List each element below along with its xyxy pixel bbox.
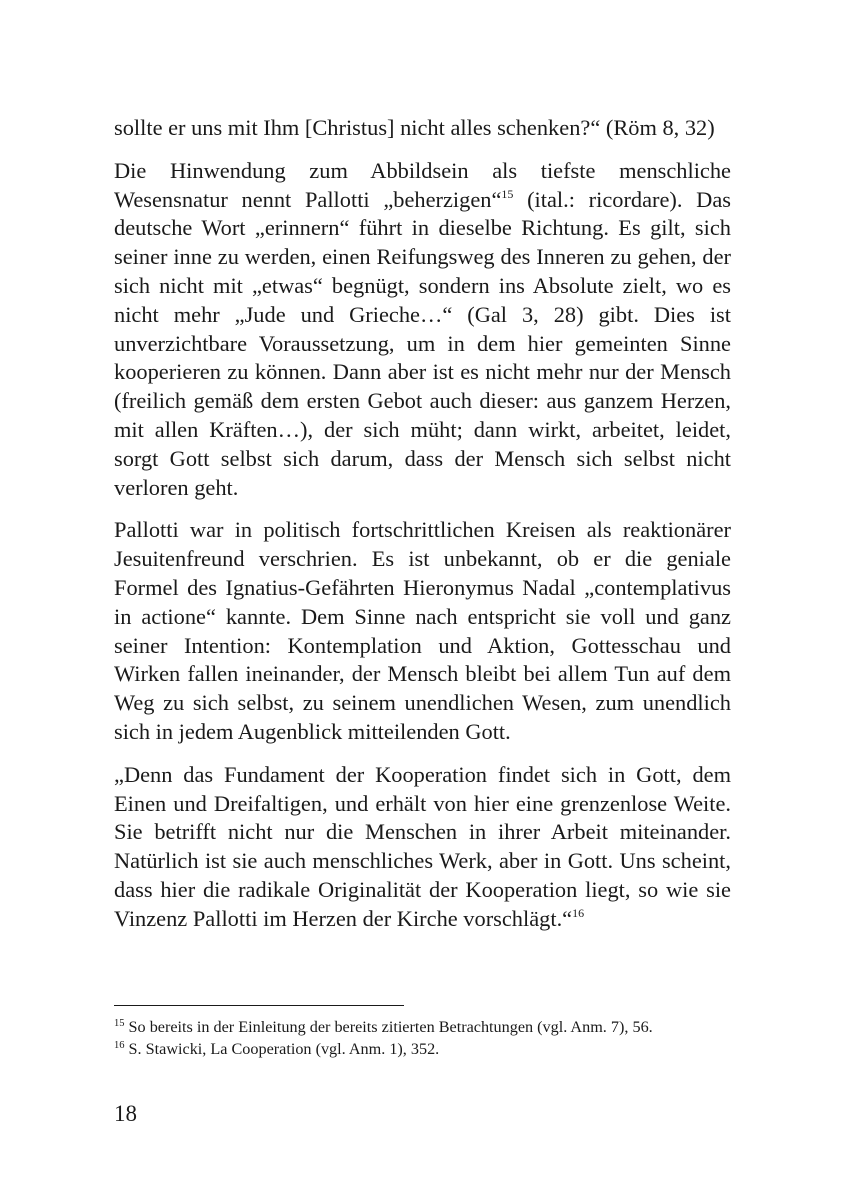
paragraph-4-text: „Denn das Fundament der Kooperation findet sich in Gott, dem Einen und Dreifaltigen, und erhält von hier eine grenzenlose Weite. Sie betrifft nicht nur die Menschen in ihrer Arbeit miteinander. Natürlich ist sie auch menschliches Werk, aber in Gott. Uns scheint, dass hier die radikale Originalität der Kooperation liegt, so wie sie Vinzenz Pallotti im Herzen der Kirche vorschlägt.“	[114, 761, 731, 931]
footnote-16	[114, 1038, 731, 1060]
footnote-ref-16[interactable]: 16	[572, 905, 585, 920]
footnote-16-text: S. Stawicki, La Cooperation (vgl. Anm. 1), 352.	[124, 1040, 440, 1058]
footnote-separator	[114, 1005, 404, 1006]
paragraph-2-text-start: Die Hinwendung zum Abbildsein als tiefste menschliche Wesensnatur nennt Pallotti „beherzigen“	[114, 157, 731, 212]
paragraph-1-text: sollte er uns mit Ihm [Christus] nicht alles schenken?“ (Röm 8, 32)	[114, 115, 715, 140]
paragraph-1	[114, 114, 731, 143]
paragraph-4-quote	[114, 761, 731, 934]
paragraph-3	[114, 516, 731, 746]
paragraph-3-text: Pallotti war in politisch fortschrittlichen Kreisen als reaktionärer Jesuitenfreund verschrien. Es ist unbekannt, ob er die geniale Formel des Ignatius-Gefährten Hieronymus Nadal „contemplativus in actione“ kannte. Dem Sinne nach entspricht sie voll und ganz seiner Intention: Kontemplation und Aktion, Gottesschau und Wirken fallen ineinander, der Mensch bleibt bei allem Tun auf dem Weg zu sich selbst, zu seinem unendlichen Wesen, zum unendlich sich in jedem Augenblick mitteilenden Gott.	[114, 517, 731, 744]
paragraph-2-text-end: (ital.: ricordare). Das deutsche Wort „erinnern“ führt in dieselbe Richtung. Es gilt, sich seiner inne zu werden, einen Reifungsweg des Inneren zu gehen, der sich nicht mit „etwas“ begnügt, sondern ins Absolute zielt, wo es nicht mehr „Jude und Grieche…“ (Gal 3, 28) gibt. Dies ist unverzichtbare Voraussetzung, um in dem hier gemeinten Sinne kooperieren zu können. Dann aber ist es nicht mehr nur der Mensch (freilich gemäß dem ersten Gebot auch dieser: aus ganzem Herzen, mit allen Kräften…), der sich müht; dann wirkt, arbeitet, leidet, sorgt Gott selbst sich darum, dass der Mensch sich selbst nicht verloren geht.	[114, 186, 731, 500]
footnote-15	[114, 1016, 731, 1038]
footnote-15-text: So bereits in der Einleitung der bereits zitierten Betrachtungen (vgl. Anm. 7), 56.	[124, 1018, 653, 1036]
main-text	[114, 114, 731, 948]
footnote-number-16: 16	[114, 1040, 125, 1051]
footnote-number-15: 15	[114, 1018, 125, 1029]
page-number: 18	[114, 1101, 137, 1126]
footnote-ref-15[interactable]: 15	[501, 186, 514, 201]
footnotes	[114, 1016, 731, 1060]
paragraph-2	[114, 157, 731, 503]
